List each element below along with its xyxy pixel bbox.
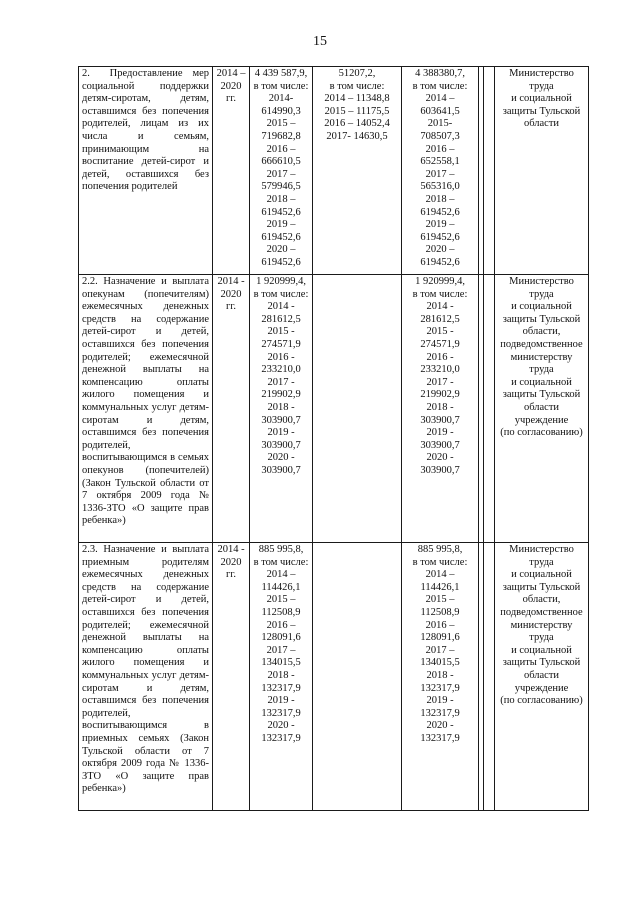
total-funding-cell (250, 543, 313, 811)
measure-name-cell (79, 275, 213, 543)
measure-name-cell (79, 67, 213, 275)
budget-table (78, 66, 589, 811)
executor-cell (495, 275, 589, 543)
regional-funding: 4 388380,7, в том числе: 2014 – 603641,5 2015- 708507,3 2016 – 652558,1 2017 – 565316,0 2018 – 619452,6 2019 – 619452,6 2020 – 619452,6 (412, 68, 468, 268)
table-row (79, 275, 589, 543)
total-funding-cell (250, 67, 313, 275)
measure-name: 2. Предоставление мер социальной поддержки детям-сиротам, детям, оставшимся без попечения родителей, лицам из их числа и семьям, принимающим на воспитание детей-сирот и детей, оставшихся без попечения родителей (82, 68, 209, 193)
federal-funding-cell (313, 543, 402, 811)
executor: Министерство труда и социальной защиты Тульской области, подведомственное министерству труда и социальной защиты Тульской области учреждение (по согласованию) (500, 544, 583, 707)
empty-cell (484, 275, 495, 543)
regional-funding: 885 995,8, в том числе: 2014 – 114426,1 2015 – 112508,9 2016 – 128091,6 2017 – 134015,5 2018 - 132317,9 2019 - 132317,9 2020 - 132317,9 (412, 544, 468, 744)
period: 2014 - 2020 гг. (217, 544, 245, 581)
executor: Министерство труда и социальной защиты Тульской области, подведомственное министерству труда и социальной защиты Тульской области учреждение (по согласованию) (500, 276, 583, 439)
total-funding: 885 995,8, в том числе: 2014 – 114426,1 2015 – 112508,9 2016 – 128091,6 2017 – 134015,5 2018 - 132317,9 2019 - 132317,9 2020 - 132317,9 (253, 544, 309, 744)
regional-funding-cell (402, 543, 479, 811)
executor-cell (495, 543, 589, 811)
period: 2014 - 2020 гг. (217, 276, 245, 313)
total-funding: 4 439 587,9, в том числе: 2014- 614990,3 2015 – 719682,8 2016 – 666610,5 2017 – 579946,5 2018 – 619452,6 2019 – 619452,6 2020 – 619452,6 (253, 68, 309, 268)
table-row (79, 67, 589, 275)
measure-name: 2.3. Назначение и выплата приемным родителям ежемесячных денежных средств на содержание детей-сирот и детей, оставшихся без попечения родителей; ежемесячной денежной выплаты на компенсацию оплаты жилого помещения и коммунальных услуг детям-сиротам и детям, оставшимся без попечения родителей, воспитывающимся в приемных семьях (Закон Тульской области от 7 октября 2009 года № 1336-ЗТО «О защите прав ребенка») (82, 544, 209, 795)
total-funding-cell (250, 275, 313, 543)
federal-funding-cell (313, 67, 402, 275)
period-cell (213, 67, 250, 275)
regional-funding-cell (402, 275, 479, 543)
period-cell (213, 275, 250, 543)
federal-funding: 51207,2, в том числе: 2014 – 11348,8 2015 – 11175,5 2016 – 14052,4 2017- 14630,5 (324, 68, 390, 142)
federal-funding-cell (313, 275, 402, 543)
period: 2014 – 2020 гг. (216, 68, 246, 105)
regional-funding: 1 920999,4, в том числе: 2014 - 281612,5 2015 - 274571,9 2016 - 233210,0 2017 - 219902,9 2018 - 303900,7 2019 - 303900,7 2020 - 303900,7 (412, 276, 468, 476)
page-number: 15 (313, 34, 327, 49)
measure-name-cell (79, 543, 213, 811)
empty-cell (484, 543, 495, 811)
empty-cell (484, 67, 495, 275)
regional-funding-cell (402, 67, 479, 275)
executor-cell (495, 67, 589, 275)
total-funding: 1 920999,4, в том числе: 2014 - 281612,5 2015 - 274571,9 2016 - 233210,0 2017 - 219902,9 2018 - 303900,7 2019 - 303900,7 2020 - 303900,7 (253, 276, 309, 476)
table-row (79, 543, 589, 811)
period-cell (213, 543, 250, 811)
measure-name: 2.2. Назначение и выплата опекунам (попечителям) ежемесячных денежных средств на содержание детей-сирот и детей, оставшихся без попечения родителей; ежемесячной денежной выплаты на компенсацию оплаты жилого помещения и коммунальных услуг детям-сиротам и детям, оставшимся без попечения родителей, воспитывающимся в семьях опекунов (попечителей) (Закон Тульской области от 7 октября 2009 года № 1336-ЗТО «О защите прав ребенка») (82, 276, 209, 527)
executor: Министерство труда и социальной защиты Тульской области (502, 68, 581, 130)
